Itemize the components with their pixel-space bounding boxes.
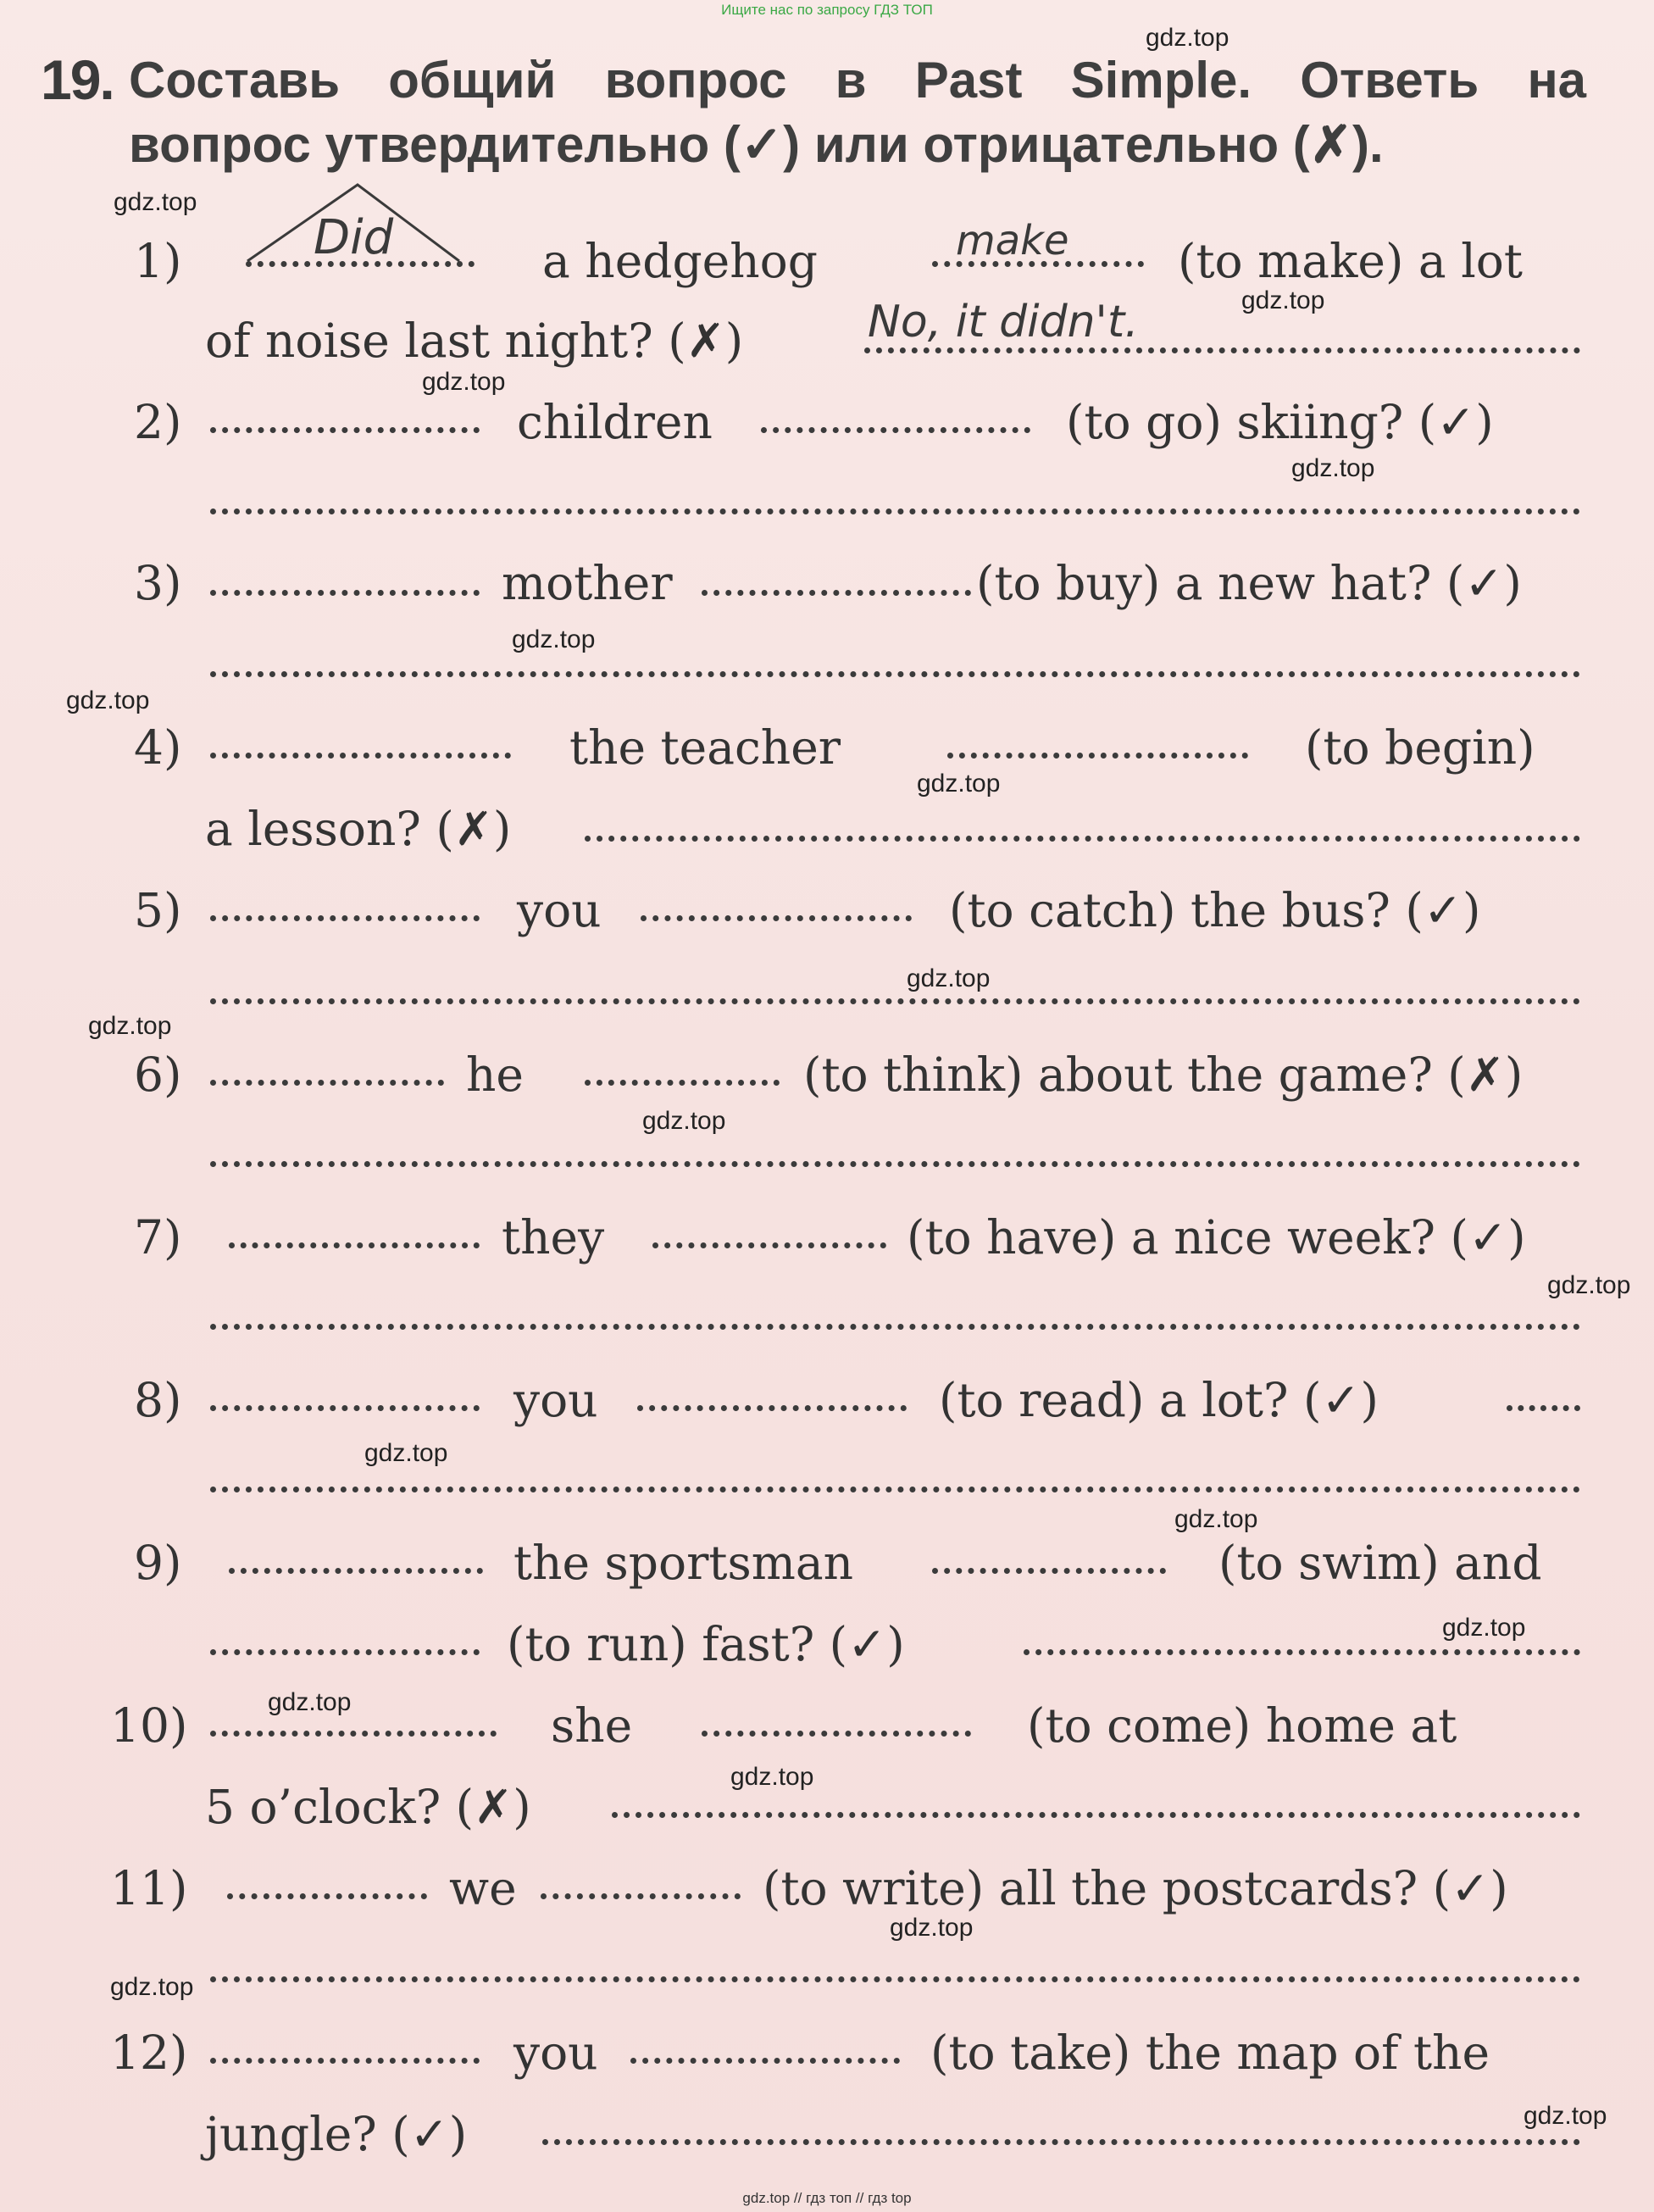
watermark: gdz.top xyxy=(110,1973,194,2001)
blank-line[interactable] xyxy=(229,1568,483,1574)
blank-line[interactable] xyxy=(652,1242,886,1248)
answer-line[interactable] xyxy=(210,1324,1580,1330)
item-verb: (to take) the map of the xyxy=(930,2026,1490,2080)
blank-line[interactable] xyxy=(932,1568,1166,1574)
watermark: gdz.top xyxy=(268,1688,352,1716)
item-number: 5) xyxy=(134,883,182,937)
item-line2: (to run) fast? (✓) xyxy=(507,1617,905,1671)
watermark: gdz.top xyxy=(917,770,1001,798)
item-number: 9) xyxy=(134,1536,182,1590)
blank-line[interactable] xyxy=(702,1731,971,1737)
item-subject: a hedgehog xyxy=(542,234,818,288)
watermark: gdz.top xyxy=(422,368,506,396)
item-verb: (to make) a lot xyxy=(1178,234,1523,288)
handwritten-answer-1: No, it didn't. xyxy=(868,297,1139,347)
instruction-word: вопрос xyxy=(604,52,787,108)
item-subject: you xyxy=(513,1373,598,1427)
item-subject: we xyxy=(449,1861,517,1915)
item-number: 3) xyxy=(134,556,182,610)
top-banner[interactable]: Ищите нас по запросу ГДЗ ТОП xyxy=(721,2,933,18)
item-verb: (to write) all the postcards? (✓) xyxy=(763,1861,1508,1915)
item-number: 12) xyxy=(110,2026,188,2080)
instruction-word: в xyxy=(835,52,867,108)
watermark: gdz.top xyxy=(907,964,991,992)
item-verb: (to begin) xyxy=(1305,720,1535,775)
instruction-word: общий xyxy=(388,52,557,108)
item-line2: 5 o’clock? (✗) xyxy=(205,1780,531,1834)
item-verb: (to have) a nice week? (✓) xyxy=(907,1210,1526,1264)
watermark: gdz.top xyxy=(642,1107,726,1135)
blank-line[interactable] xyxy=(210,1080,444,1086)
watermark: gdz.top xyxy=(88,1012,172,1040)
blank-line[interactable] xyxy=(630,2058,900,2064)
item-number: 11) xyxy=(110,1861,188,1915)
item-subject: the sportsman xyxy=(513,1536,854,1590)
item-number: 1) xyxy=(134,234,182,288)
item-number: 6) xyxy=(134,1048,182,1102)
instruction-word: Ответь xyxy=(1300,52,1479,108)
blank-line[interactable] xyxy=(210,2058,480,2064)
instruction-word: Simple. xyxy=(1070,52,1252,108)
blank-line[interactable] xyxy=(210,1731,497,1737)
instruction-word: на xyxy=(1527,52,1587,108)
item-number: 10) xyxy=(110,1698,188,1753)
blank-line[interactable] xyxy=(210,915,480,921)
blank-line[interactable] xyxy=(210,427,480,433)
item-line2: a lesson? (✗) xyxy=(205,802,512,856)
answer-line[interactable] xyxy=(210,1976,1580,1982)
item-number: 4) xyxy=(134,720,182,775)
exercise-number: 19. xyxy=(41,48,114,111)
item-line2: of noise last night? (✗) xyxy=(205,314,744,368)
watermark: gdz.top xyxy=(1146,24,1229,52)
blank-line[interactable] xyxy=(246,261,475,267)
blank-line[interactable] xyxy=(210,1649,480,1655)
blank-line[interactable] xyxy=(210,1405,480,1411)
blank-line[interactable] xyxy=(229,1242,480,1248)
blank-line[interactable] xyxy=(761,427,1030,433)
answer-line[interactable] xyxy=(612,1812,1580,1818)
blank-line[interactable] xyxy=(210,590,480,596)
item-line2: jungle? (✓) xyxy=(205,2107,468,2161)
blank-line[interactable] xyxy=(932,261,1144,267)
item-subject: the teacher xyxy=(569,720,841,775)
handwritten-make: make xyxy=(956,217,1069,264)
watermark: gdz.top xyxy=(114,188,197,216)
blank-line[interactable] xyxy=(947,753,1248,759)
instruction-line-1 xyxy=(129,49,1586,112)
answer-line[interactable] xyxy=(210,509,1580,514)
item-verb: (to read) a lot? (✓) xyxy=(939,1373,1379,1427)
watermark: gdz.top xyxy=(890,1914,974,1942)
watermark: gdz.top xyxy=(1174,1505,1258,1533)
footer[interactable]: gdz.top // гдз топ // гдз top xyxy=(742,2190,912,2206)
item-number: 8) xyxy=(134,1373,182,1427)
item-verb: (to buy) a new hat? (✓) xyxy=(976,556,1522,610)
watermark: gdz.top xyxy=(512,625,596,653)
answer-line[interactable] xyxy=(210,998,1580,1004)
blank-line[interactable] xyxy=(585,1080,780,1086)
blank-line[interactable] xyxy=(227,1893,427,1899)
item-verb: (to go) skiing? (✓) xyxy=(1066,395,1494,449)
item-subject: you xyxy=(517,883,602,937)
watermark: gdz.top xyxy=(1524,2102,1607,2130)
item-verb: (to swim) and xyxy=(1218,1536,1542,1590)
answer-line[interactable] xyxy=(210,1161,1580,1167)
answer-line[interactable] xyxy=(542,2139,1580,2145)
answer-line[interactable] xyxy=(210,671,1580,677)
item-verb: (to come) home at xyxy=(1027,1698,1457,1753)
answer-line[interactable] xyxy=(1024,1649,1580,1655)
item-subject: she xyxy=(551,1698,633,1753)
item-subject: children xyxy=(517,395,713,449)
blank-line[interactable] xyxy=(210,753,511,759)
watermark: gdz.top xyxy=(730,1763,814,1791)
answer-line[interactable] xyxy=(210,1487,1580,1492)
watermark: gdz.top xyxy=(1241,286,1325,314)
instruction-word: Составь xyxy=(129,52,341,108)
instruction-word: Past xyxy=(914,52,1023,108)
answer-line[interactable] xyxy=(864,347,1580,353)
item-subject: mother xyxy=(502,556,673,610)
blank-line[interactable] xyxy=(637,1405,907,1411)
instruction-line-2: вопрос утвердительно (✓) или отрицательно (✗). xyxy=(129,116,1384,173)
watermark: gdz.top xyxy=(1442,1614,1526,1642)
item-number: 2) xyxy=(134,395,182,449)
blank-line[interactable] xyxy=(541,1893,741,1899)
answer-line[interactable] xyxy=(585,836,1580,842)
watermark: gdz.top xyxy=(364,1439,448,1467)
item-verb: (to catch) the bus? (✓) xyxy=(949,883,1481,937)
watermark: gdz.top xyxy=(1291,454,1375,482)
item-subject: you xyxy=(513,2026,598,2080)
item-subject: they xyxy=(502,1210,605,1264)
watermark: gdz.top xyxy=(1547,1271,1631,1299)
blank-line[interactable] xyxy=(702,590,971,596)
item-subject: he xyxy=(466,1048,524,1102)
handwritten-did: Did xyxy=(314,210,394,265)
item-number: 7) xyxy=(134,1210,182,1264)
blank-line[interactable] xyxy=(1507,1405,1580,1411)
blank-line[interactable] xyxy=(641,915,912,921)
watermark: gdz.top xyxy=(66,686,150,714)
item-verb: (to think) about the game? (✗) xyxy=(803,1048,1524,1102)
